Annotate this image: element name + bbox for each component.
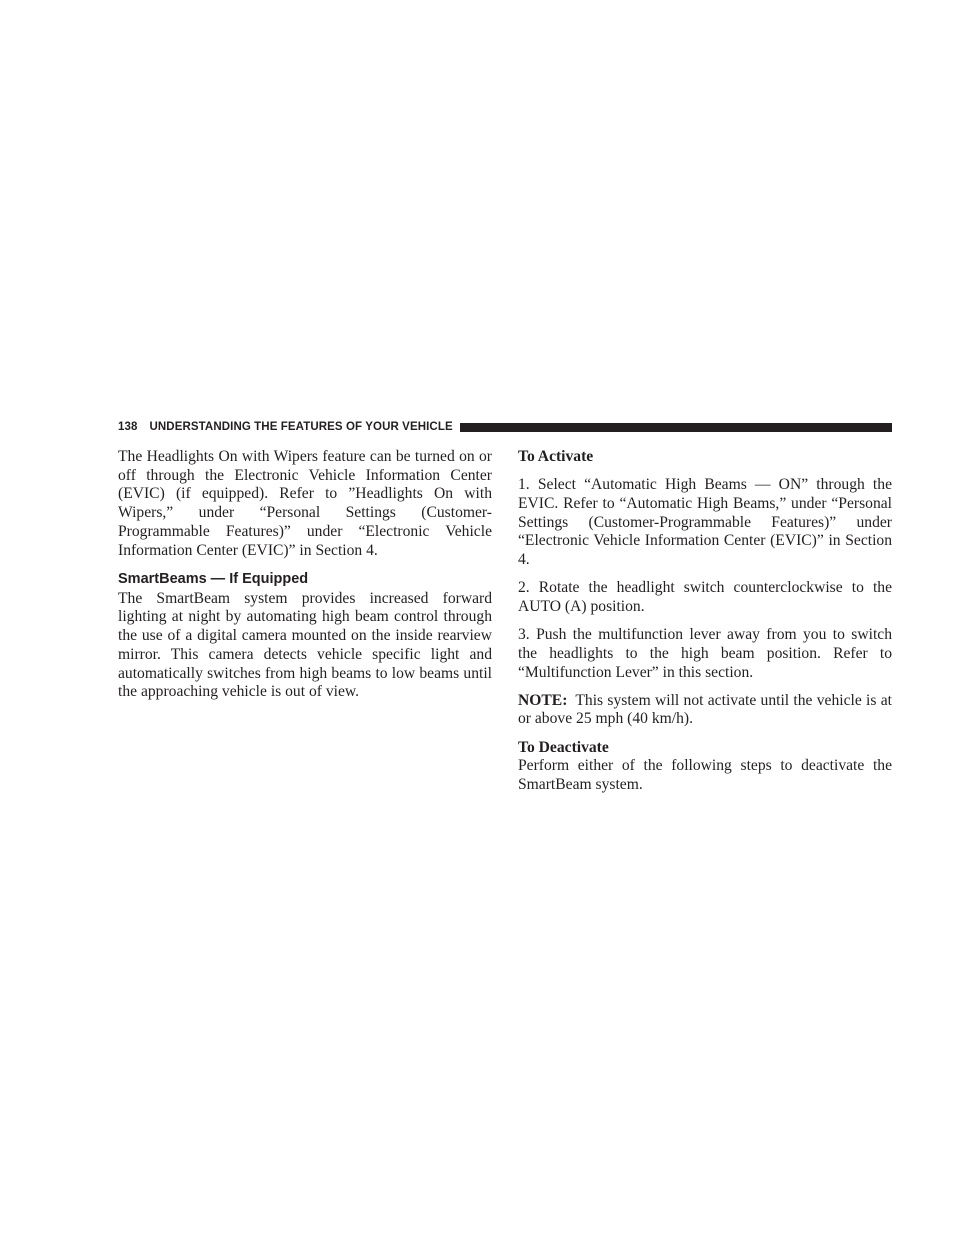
activate-step-1: 1. Select “Automatic High Beams — ON” through the EVIC. Refer to “Automatic High Beams,” under “Personal Settings (Customer-Programmable Features)” under “Electronic Vehicle Information Center (EVIC)” in Section 4. bbox=[518, 476, 892, 569]
right-column bbox=[518, 448, 892, 804]
note-paragraph bbox=[518, 692, 892, 729]
note-text: This system will not activate until the vehicle is at or above 25 mph (40 km/h). bbox=[518, 691, 892, 728]
headlights-wipers-paragraph: The Headlights On with Wipers feature can be turned on or off through the Electronic Vehicle Information Center (EVIC) (if equipped). Refer to ”Headlights On with Wipers,” under “Personal Settings (Customer-Programmable Features)” under “Electronic Vehicle Information Center (EVIC)” in Section 4. bbox=[118, 448, 492, 559]
to-activate-heading: To Activate bbox=[518, 448, 594, 465]
running-title: UNDERSTANDING THE FEATURES OF YOUR VEHICLE bbox=[149, 421, 453, 433]
activate-step-2: 2. Rotate the headlight switch counterclockwise to the AUTO (A) position. bbox=[518, 579, 892, 615]
deactivate-paragraph: Perform either of the following steps to deactivate the SmartBeam system. bbox=[518, 757, 892, 794]
note-label: NOTE: bbox=[518, 691, 568, 709]
left-column bbox=[118, 448, 492, 711]
header-rule bbox=[460, 423, 892, 432]
smartbeams-paragraph: The SmartBeam system provides increased forward lighting at night by automating high beam control through the use of a digital camera mounted on the inside rearview mirror. This camera detects vehicle specific light and automatically switches from high beams to low beams until the approaching vehicle is out of view. bbox=[118, 589, 492, 701]
page-number: 138 bbox=[118, 421, 138, 433]
activate-step-3: 3. Push the multifunction lever away from you to switch the headlights to the high beam position. Refer to “Multifunction Lever” in this section. bbox=[518, 626, 892, 681]
page-header bbox=[118, 419, 892, 435]
smartbeams-heading: SmartBeams — If Equipped bbox=[118, 570, 309, 587]
to-deactivate-heading: To Deactivate bbox=[518, 738, 609, 756]
